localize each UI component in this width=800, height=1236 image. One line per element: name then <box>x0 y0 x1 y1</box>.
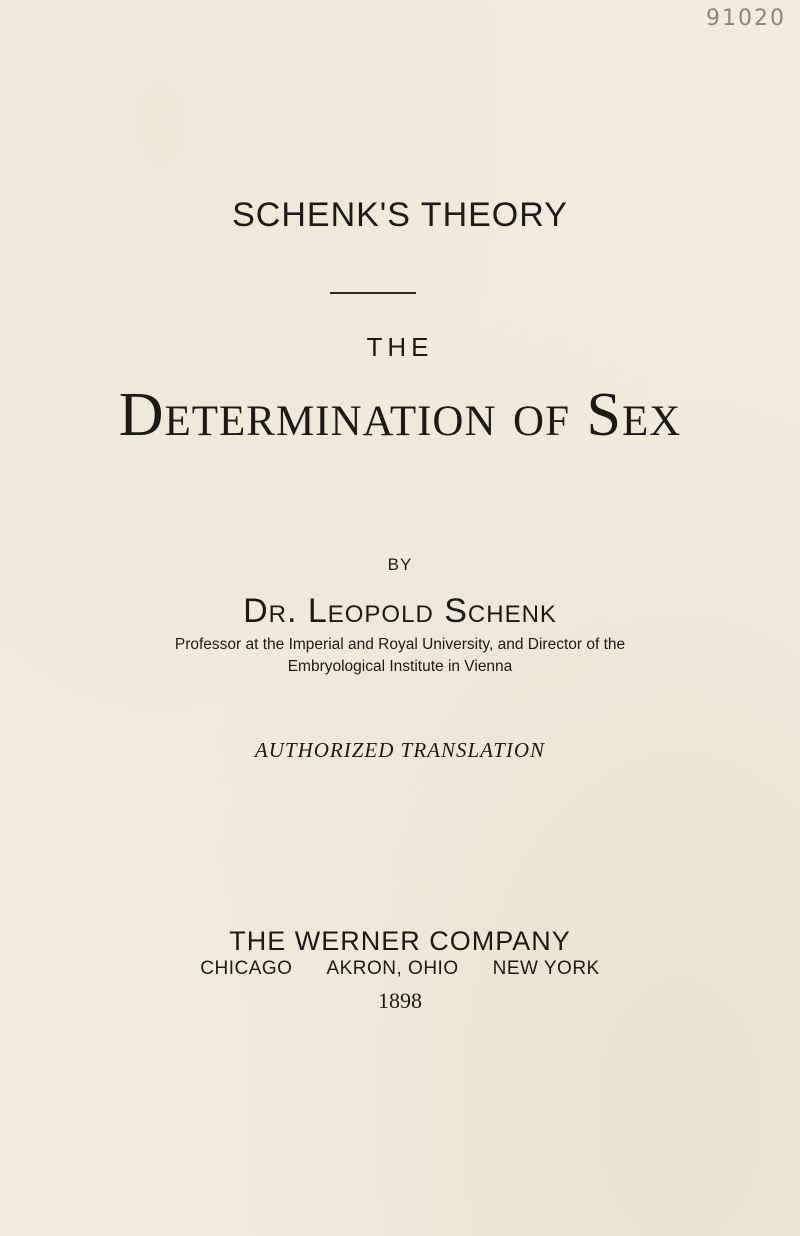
place-chicago: CHICAGO <box>200 958 293 979</box>
publisher-places <box>0 958 800 980</box>
publisher-name: THE WERNER COMPANY <box>229 926 571 956</box>
place-new-york: NEW YORK <box>492 958 600 979</box>
title-article: THE <box>366 332 434 362</box>
by-line: BY <box>387 555 413 574</box>
author-name: Dr. Leopold Schenk <box>243 592 557 630</box>
running-title: SCHENK'S THEORY <box>232 196 568 234</box>
affiliation-line-2: Embryological Institute in Vienna <box>287 658 513 675</box>
handwritten-shelfmark: 91020 <box>706 6 786 31</box>
publication-year: 1898 <box>378 988 422 1013</box>
title-rule <box>330 292 416 294</box>
place-akron: AKRON, OHIO <box>326 958 459 979</box>
affiliation-line-1: Professor at the Imperial and Royal University, and Director of the <box>174 636 626 653</box>
main-title: Determination of Sex <box>118 381 682 449</box>
translation-note: AUTHORIZED TRANSLATION <box>254 738 546 762</box>
author-affiliation <box>0 634 800 678</box>
